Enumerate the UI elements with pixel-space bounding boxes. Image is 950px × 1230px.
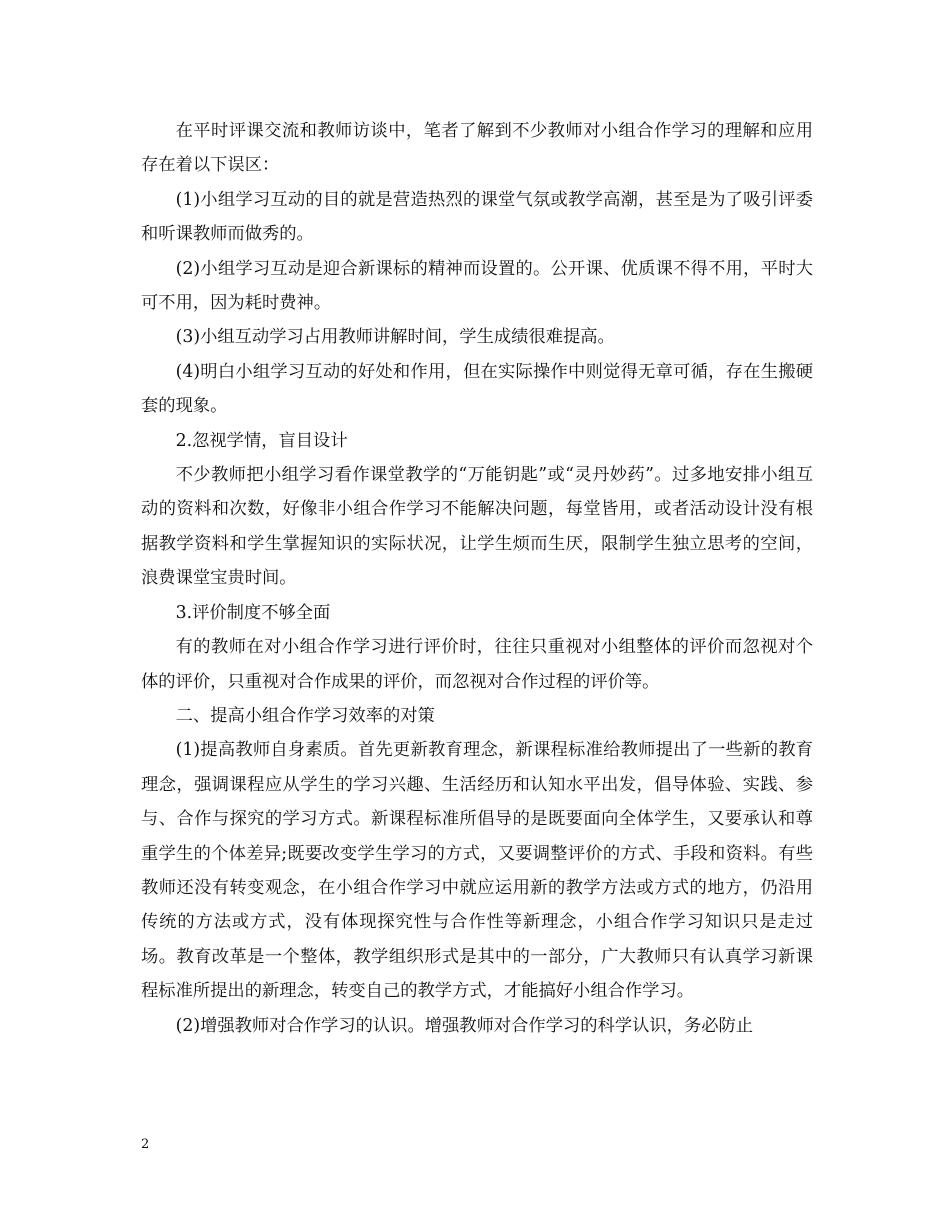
paragraph-section-3: 有的教师在对小组合作学习进行评价时，往往只重视对小组整体的评价而忽视对个体的评价，只重视对合作成果的评价，而忽视对合作过程的评价等。 xyxy=(141,637,813,692)
paragraph-intro: 在平时评课交流和教师访谈中，笔者了解到不少教师对小组合作学习的理解和应用存在着以下误区： xyxy=(141,121,813,176)
section-heading-strategies: 二、提高小组合作学习效率的对策 xyxy=(175,705,435,726)
document-body xyxy=(141,114,813,1043)
paragraph-strategy-2: (2)增强教师对合作学习的认识。增强教师对合作学习的科学认识，务必防止 xyxy=(175,1015,754,1036)
section-heading-2: 2.忽视学情，盲目设计 xyxy=(175,430,348,451)
paragraph-misconception-2: (2)小组学习互动是迎合新课标的精神而设置的。公开课、优质课不得不用，平时大可不用，因为耗时费神。 xyxy=(141,258,813,314)
paragraph-misconception-1: (1)小组学习互动的目的就是营造热烈的课堂气氛或教学高潮，甚至是为了吸引评委和听课教师而做秀的。 xyxy=(141,189,813,245)
paragraph-section-2: 不少教师把小组学习看作课堂教学的“万能钥匙”或“灵丹妙药”。过多地安排小组互动的资料和次数，好像非小组合作学习不能解决问题，每堂皆用，或者活动设计没有根据教学资料和学生掌握知识的实际状况，让学生烦而生厌，限制学生独立思考的空间，浪费课堂宝贵时间。 xyxy=(141,465,813,589)
page-number: 2 xyxy=(141,1137,150,1152)
paragraph-misconception-4: (4)明白小组学习互动的好处和作用，但在实际操作中则觉得无章可循，存在生搬硬套的现象。 xyxy=(141,361,813,417)
paragraph-strategy-1: (1)提高教师自身素质。首先更新教育理念，新课程标准给教师提出了一些新的教育理念，强调课程应从学生的学习兴趣、生活经历和认知水平出发，倡导体验、实践、参与、合作与探究的学习方式。新课程标准所倡导的是既要面向全体学生，又要承认和尊重学生的个体差异;既要改变学生学习的方式，又要调整评价的方式、手段和资料。有些教师还没有转变观念，在小组合作学习中就应运用新的教学方法或方式的地方，仍沿用传统的方法或方式，没有体现探究性与合作性等新理念，小组合作学习知识只是走过场。教育改革是一个整体，教学组织形式是其中的一部分，广大教师只有认真学习新课程标准所提出的新理念，转变自己的教学方式，才能搞好小组合作学习。 xyxy=(141,740,813,1002)
section-heading-3: 3.评价制度不够全面 xyxy=(175,602,331,623)
paragraph-misconception-3: (3)小组互动学习占用教师讲解时间，学生成绩很难提高。 xyxy=(175,327,615,348)
